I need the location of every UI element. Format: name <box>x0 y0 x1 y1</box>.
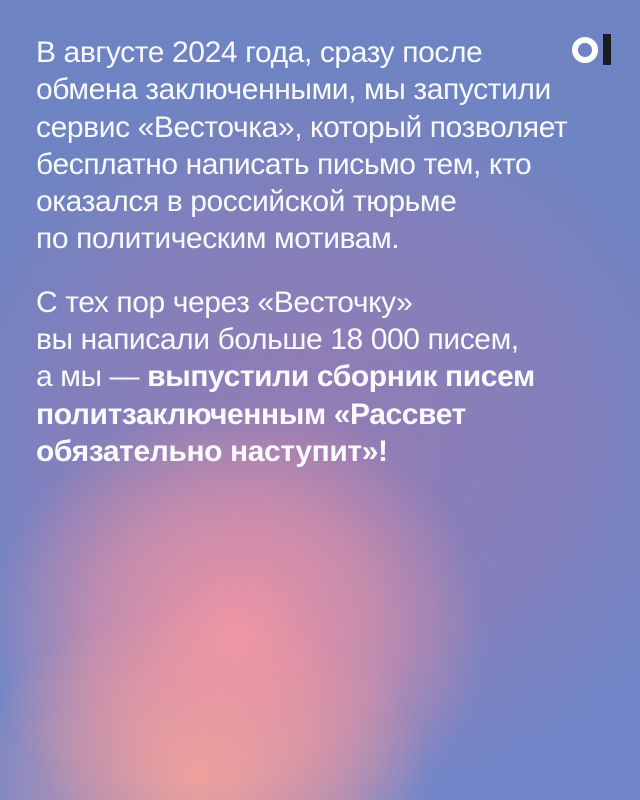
text-line: по политическим мотивам. <box>36 222 400 256</box>
text-line: сервис «Весточка», который позволяет <box>36 110 568 144</box>
text-line: вы написали больше 18 000 писем, <box>36 323 519 357</box>
highlight-bold-text: обязательно наступит»! <box>36 434 388 468</box>
highlight-bold-text: политзаключенным «Рассвет <box>36 397 466 431</box>
post-text <box>36 34 610 470</box>
text-line: а мы — <box>36 360 148 394</box>
text-line: обмена заключенными, мы запустили <box>36 73 551 107</box>
paragraph-intro <box>36 34 610 258</box>
highlight-bold-text: выпустили сборник писем <box>147 360 535 394</box>
text-line: С тех пор через «Весточку» <box>36 285 413 319</box>
text-line: оказался в российской тюрьме <box>36 185 457 219</box>
text-line: бесплатно написать письмо тем, кто <box>36 147 532 181</box>
text-line: В августе 2024 года, сразу после <box>36 36 483 69</box>
paragraph-results <box>36 284 610 470</box>
